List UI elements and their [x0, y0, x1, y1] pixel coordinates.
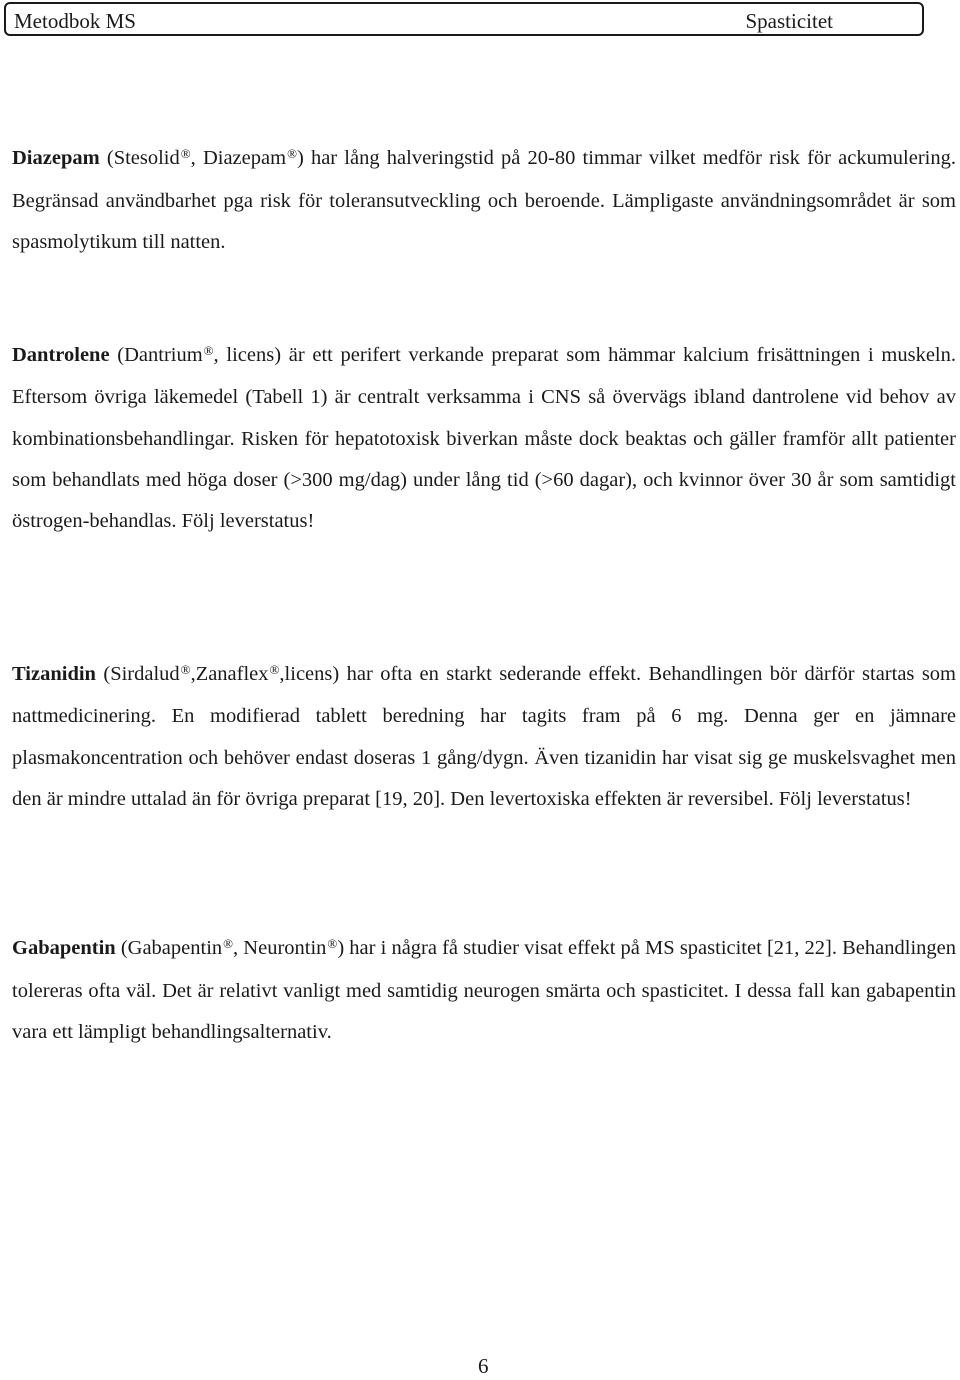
paragraph-gabapentin: Gabapentin (Gabapentin®, Neurontin®) har i några få studier visat effekt på MS spasticitet [21, 22]. Behandlingen tolereras ofta väl. Det är relativt vanligt med samtidig neurogen smärta och spasticitet. I dessa fall kan gabapentin vara ett lämpligt behandlingsalternativ. — [12, 936, 956, 1043]
page-number: 6 — [478, 1354, 489, 1378]
drug-term: Dantrolene — [12, 344, 110, 366]
drug-term: Tizanidin — [12, 663, 96, 685]
registered-mark: ® — [180, 146, 191, 161]
registered-mark: ® — [287, 146, 297, 161]
registered-mark: ® — [327, 936, 338, 951]
registered-mark: ® — [203, 343, 214, 358]
registered-mark: ® — [223, 936, 234, 951]
registered-mark: ® — [180, 662, 191, 677]
header-section: Spasticitet — [745, 9, 833, 33]
page-header — [4, 2, 924, 36]
header-title: Metodbok MS — [14, 9, 136, 33]
drug-term: Gabapentin — [12, 937, 116, 959]
paragraph-dantrolene: Dantrolene (Dantrium®, licens) är ett perifert verkande preparat som hämmar kalcium frisättningen i muskeln. Eftersom övriga läkemedel (Tabell 1) är centralt verksamma i CNS så övervägs ibland dantrolene vid behov av kombinationsbehandlingar. Risken för hepatotoxisk biverkan måste dock beaktas och gäller framför allt patienter som behandlats med höga doser (>300 mg/dag) under lång tid (>60 dagar), och kvinnor över 30 år som samtidigt östrogen-behandlas. Följ leverstatus! — [12, 343, 956, 533]
drug-term: Diazepam — [12, 147, 100, 169]
paragraph-diazepam: Diazepam (Stesolid®, Diazepam®) har lång halveringstid på 20-80 timmar vilket medför risk för ackumulering. Begränsad användbarhet pga risk för toleransutveckling och beroende. Lämpligaste användningsområdet är som spasmolytikum till natten. — [12, 146, 956, 253]
registered-mark: ® — [269, 662, 280, 677]
paragraph-tizanidin: Tizanidin (Sirdalud®,Zanaflex®,licens) har ofta en starkt sederande effekt. Behandlingen bör därför startas som nattmedicinering. En modifierad tablett beredning har tagits fram på 6 mg. Denna ger en jämnare plasmakoncentration och behöver endast doseras 1 gång/dygn. Även tizanidin har visat sig ge muskelsvaghet men den är mindre uttalad än för övriga preparat [19, 20]. Den levertoxiska effekten är reversibel. Följ leverstatus! — [12, 662, 956, 810]
